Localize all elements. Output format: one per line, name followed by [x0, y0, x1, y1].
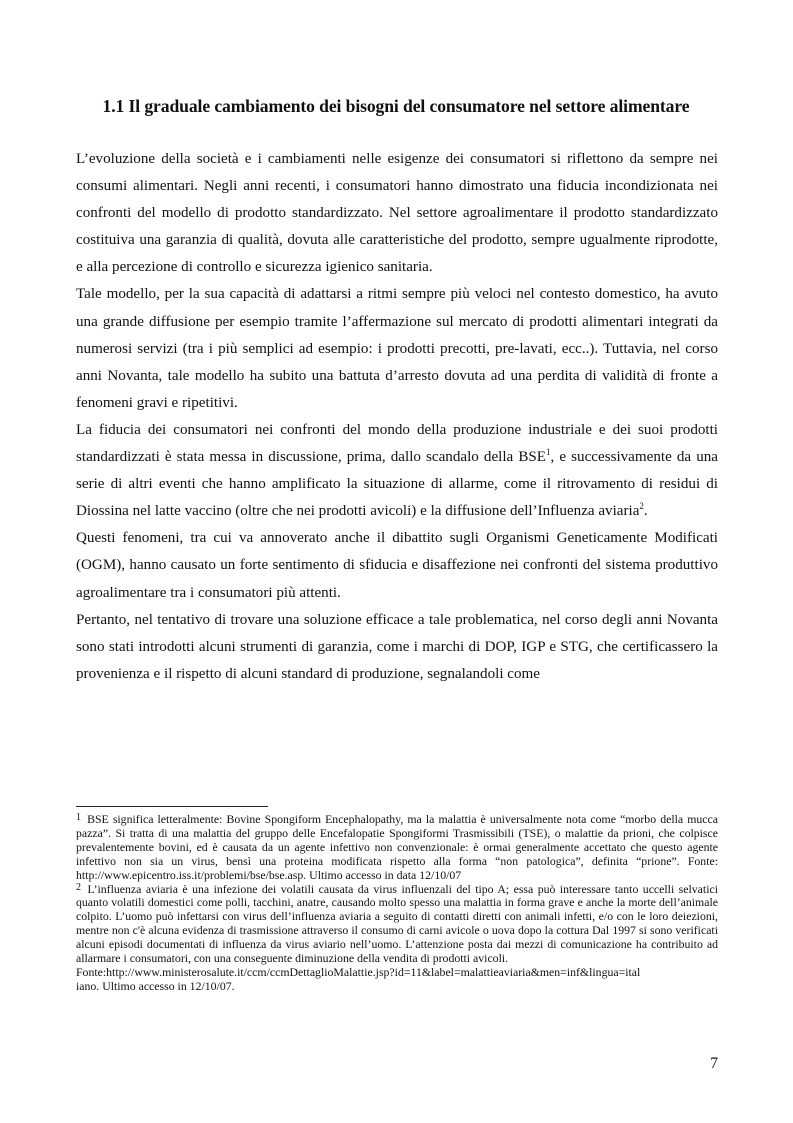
- body-text: [76, 146, 718, 688]
- paragraph-3-part-c: .: [643, 503, 648, 520]
- footnote-separator: [76, 806, 268, 807]
- footnote-ref-2[interactable]: 2: [639, 501, 644, 512]
- footnote-2: [76, 883, 718, 966]
- footnote-2-source-line-1[interactable]: Fonte:http://www.ministerosalute.it/ccm/ccmDettaglioMalattie.jsp?id=11&label=malattieaviaria&men=inf&lingua=ital: [76, 964, 641, 979]
- footnote-2-text: L’influenza aviaria è una infezione dei volatili causata da virus influenzali del tipo A; essa può interessare tanto uccelli selvatici quanto volatili domestici come polli, tacchini, anatre, causando molto spesso una malattia in forma grave e anche la morte dell’animale colpito. L’uomo può infettarsi con virus dell’influenza aviaria a seguito di contatti diretti con animali infetti, e/o con le loro deiezioni, mentre non c'è alcuna evidenza di trasmissione attraverso il consumo di carni avicole o uova dopo la cottura Dal 1997 si sono verificati alcuni episodi documentati di influenza da virus aviario nell’uomo. L’attenzione posta dai mezzi di comunicazione ha contribuito ad allarmare i consumatori, con una conseguente diminuzione della vendita di prodotti avicoli.: [76, 881, 718, 966]
- paragraph-3-part-a: La fiducia dei consumatori nei confronti del mondo della produzione industriale e dei suoi prodotti standardizzati è stata messa in discussione, prima, dallo scandalo della BSE: [76, 421, 718, 466]
- paragraph-5: Pertanto, nel tentativo di trovare una soluzione efficace a tale problematica, nel corso degli anni Novanta sono stati introdotti alcuni strumenti di garanzia, come i marchi di DOP, IGP e STG, che certificassero la provenienza e il rispetto di alcuni standard di produzione, segnalandoli come: [76, 611, 718, 682]
- paragraph-4: Questi fenomeni, tra cui va annoverato anche il dibattito sugli Organismi Geneticamente Modificati (OGM), hanno causato un forte sentimento di sfiducia e disaffezione nei confronti del sistema produttivo agroalimentare tra i consumatori più attenti.: [76, 530, 718, 601]
- paragraph-2: Tale modello, per la sua capacità di adattarsi a ritmi sempre più veloci nel contesto domestico, ha avuto una grande diffusione per esempio tramite l’affermazione sul mercato di prodotti alimentari integrati da numerosi servizi (tra i più semplici ad esempio: i prodotti precotti, pre-lavati, ecc..). Tuttavia, nel corso anni Novanta, tale modello ha subito una battuta d’arresto dovuta ad una perdita di validità di fronte a fenomeni gravi e ripetitivi.: [76, 286, 718, 411]
- paragraph-3: [76, 417, 718, 525]
- section-heading: 1.1 Il graduale cambiamento dei bisogni del consumatore nel settore alimentare: [102, 96, 690, 116]
- footnote-1-text: BSE significa letteralmente: Bovine Spongiform Encephalopathy, ma la malattia è universalmente nota come “morbo della mucca pazza”. Si tratta di una malattia del gruppo delle Encefalopatie Spongiformi Trasmissibili (TSE), o malattie da prioni, che colpisce prevalentemente bovini, ed è causata da un agente infettivo non convenzionale: è ormai generalmente accettato che questo agente infettivo non sia un virus, bensì una proteina modificata rispetto alla forma “non patologica”, definita “prione”. Fonte: http://www.epicentro.iss.it/problemi/bse/bse.asp. Ultimo accesso in data 12/10/07: [76, 812, 718, 882]
- footnotes: [76, 813, 718, 994]
- footnote-1-mark: 1: [76, 812, 81, 823]
- footnote-2-mark: 2: [76, 881, 81, 893]
- footnote-1: [76, 813, 718, 883]
- footnote-2-source-line-2: iano. Ultimo accesso in 12/10/07.: [76, 978, 235, 993]
- page-number: 7: [710, 1055, 718, 1072]
- footnote-ref-1[interactable]: 1: [546, 447, 551, 458]
- paragraph-3-part-b: , e successivamente da una serie di altri eventi che hanno amplificato la situazione di allarme, come il ritrovamento di residui di Diossina nel latte vaccino (oltre che nei prodotti avicoli) e la diffusione dell’Influenza aviaria: [76, 449, 718, 520]
- paragraph-1: L’evoluzione della società e i cambiamenti nelle esigenze dei consumatori si riflettono da sempre nei consumi alimentari. Negli anni recenti, i consumatori hanno dimostrato una fiducia incondizionata nei confronti del modello di prodotto standardizzato. Nel settore agroalimentare il prodotto standardizzato costituiva una garanzia di qualità, dovuta alle caratteristiche del prodotto, sempre ugualmente riprodotte, e alla percezione di controllo e sicurezza igienico sanitaria.: [76, 151, 718, 276]
